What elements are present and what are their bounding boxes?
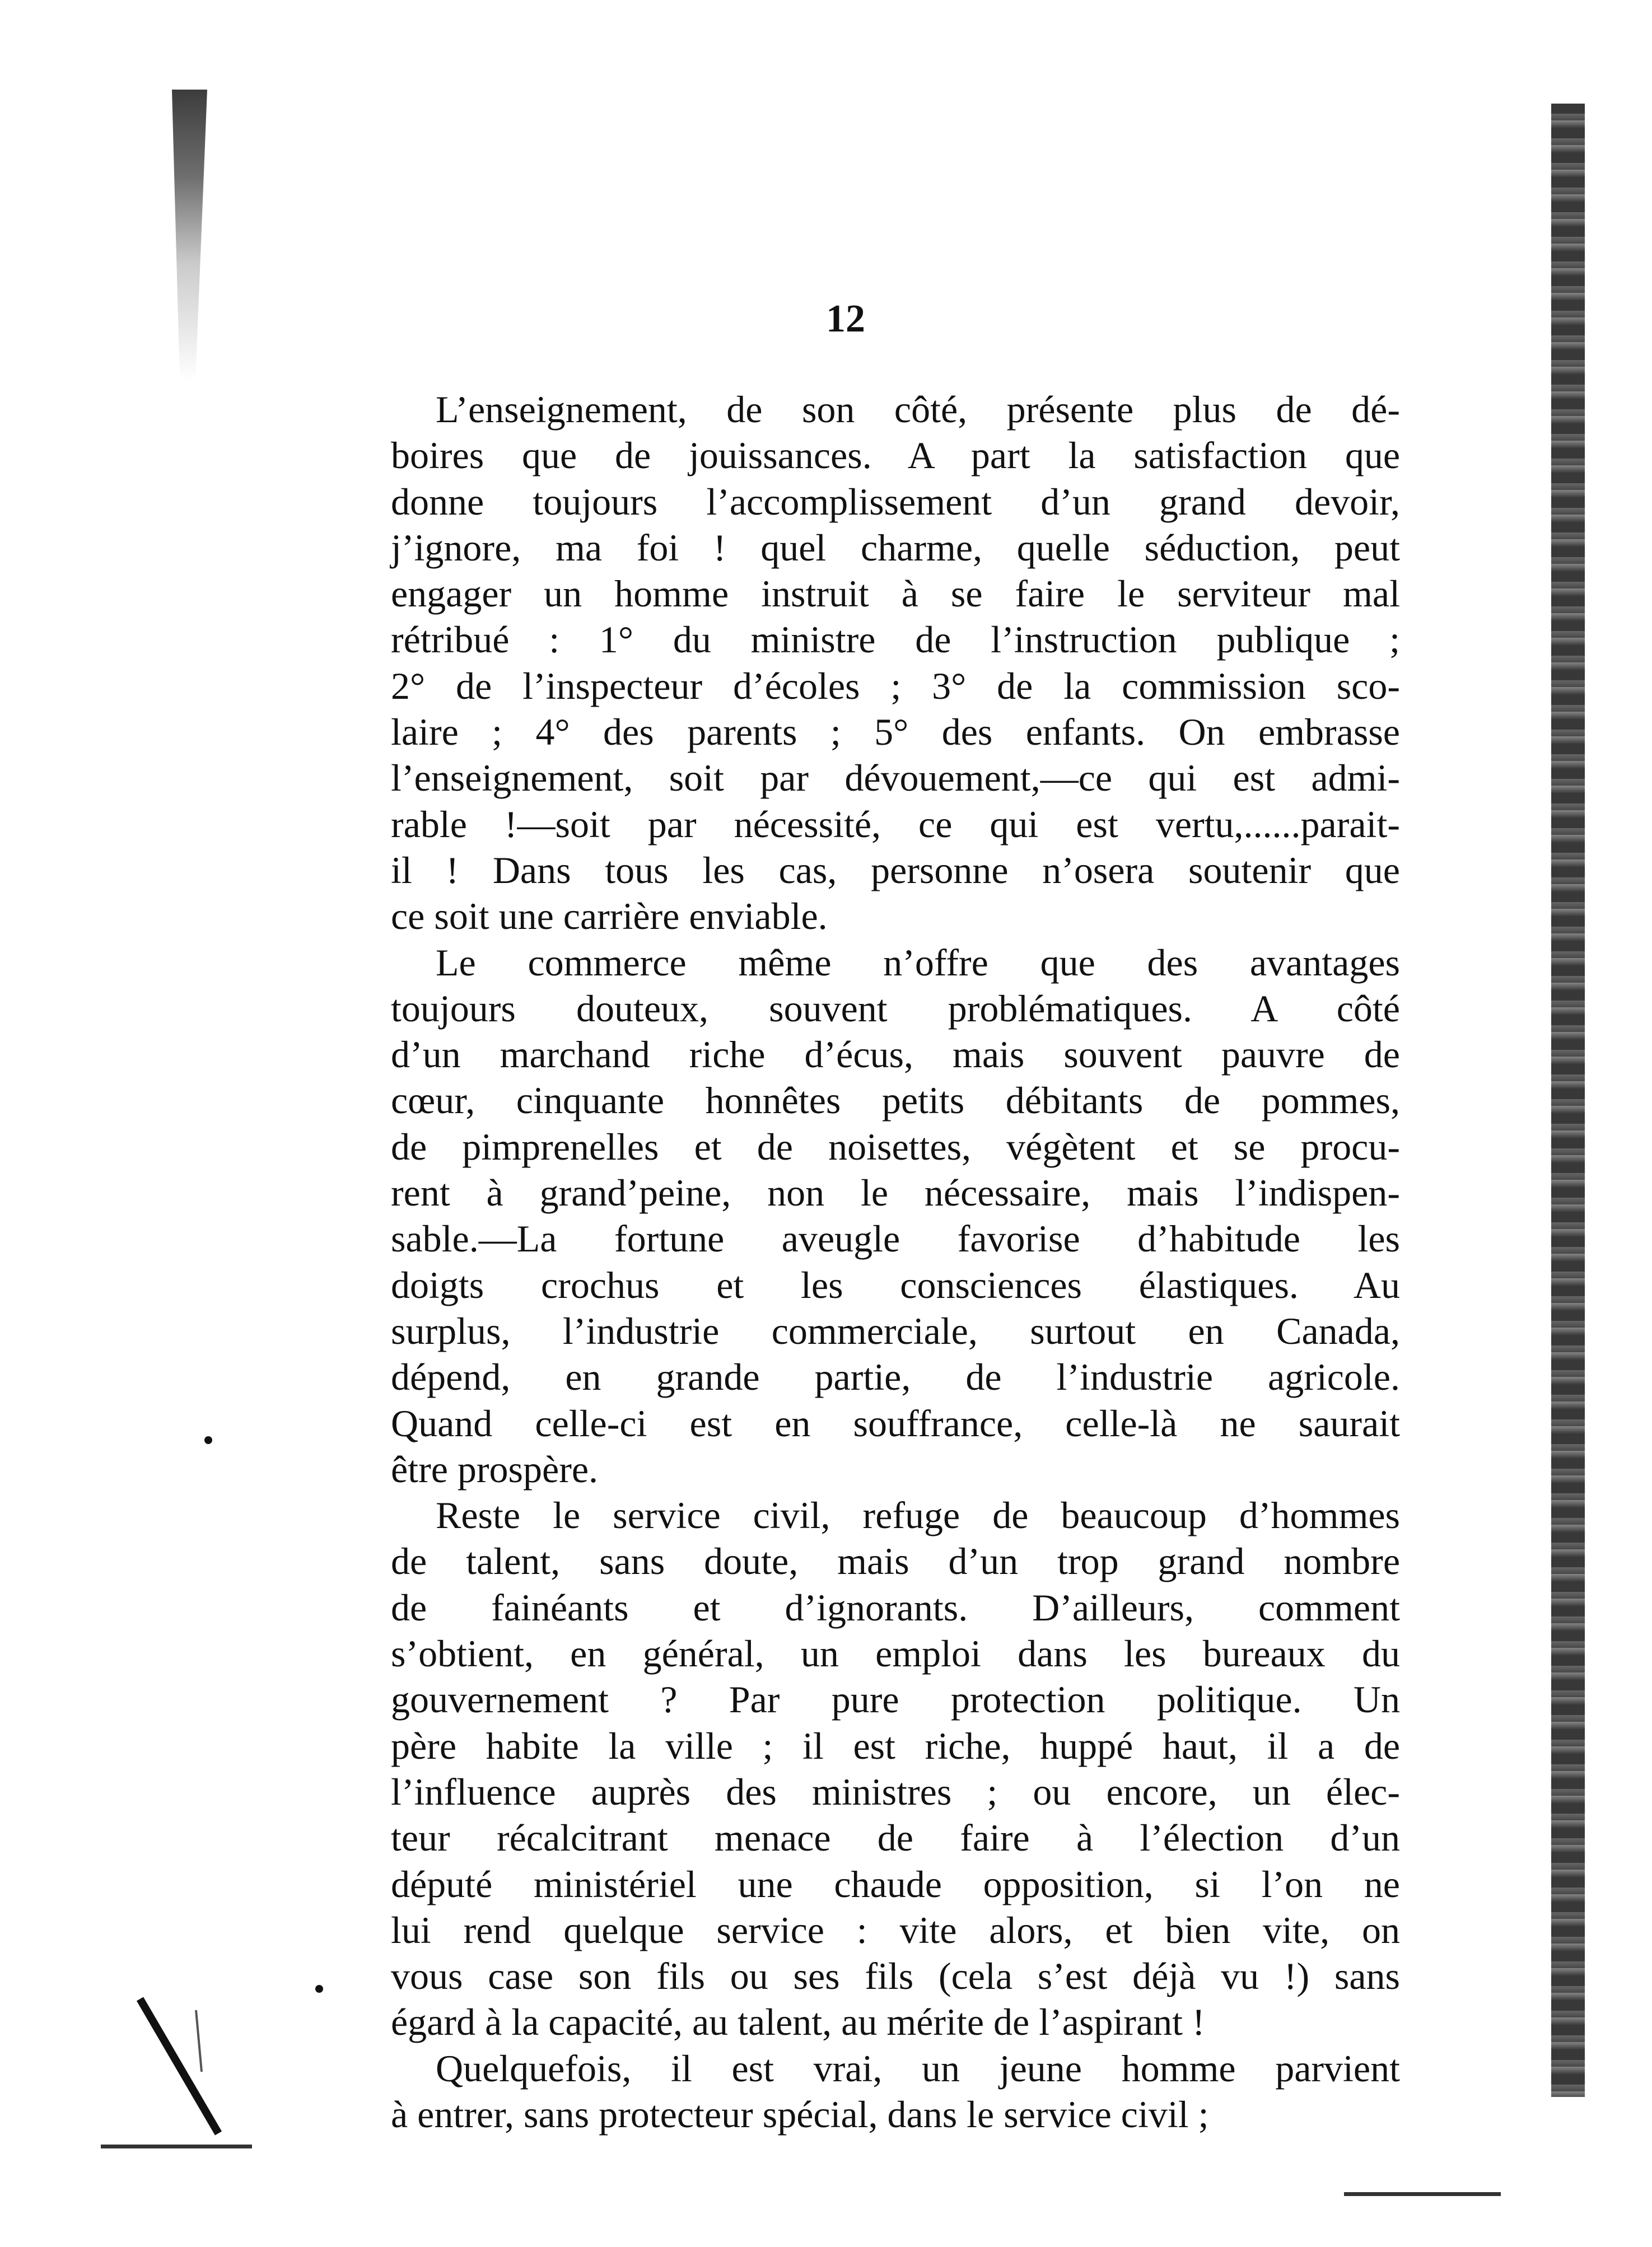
text-line: lui rend quelque service : vite alors, et bien vite, on — [391, 1908, 1400, 1951]
text-line: père habite la ville ; il est riche, huppé haut, il a de — [391, 1724, 1400, 1767]
text-line: doigts crochus et les consciences élastiques. Au — [391, 1263, 1400, 1306]
text-line: de talent, sans doute, mais d’un trop grand nombre — [391, 1540, 1400, 1583]
text-line: Le commerce même n’offre que des avantages — [436, 941, 1400, 984]
text-line: être prospère. — [391, 1447, 599, 1491]
scan-artifact-right-edge — [1551, 104, 1585, 2097]
text-line: rent à grand’peine, non le nécessaire, mais l’indispen- — [391, 1171, 1400, 1214]
text-line: rétribué : 1° du ministre de l’instruction publique ; — [391, 618, 1400, 661]
text-line: Quand celle-ci est en souffrance, celle-là ne saurait — [391, 1402, 1400, 1445]
text-line: ce soit une carrière enviable. — [391, 895, 828, 938]
text-line: donne toujours l’accomplissement d’un grand devoir, — [391, 480, 1400, 523]
body-text — [346, 386, 1400, 2137]
text-line: cœur, cinquante honnêtes petits débitants de pommes, — [391, 1079, 1400, 1122]
text-line: toujours douteux, souvent problématiques. A côté — [391, 987, 1400, 1030]
text-line: député ministériel une chaude opposition, si l’on ne — [391, 1862, 1400, 1905]
text-line: j’ignore, ma foi ! quel charme, quelle séduction, peut — [391, 526, 1400, 569]
text-line: Quelquefois, il est vrai, un jeune homme parvient — [436, 2047, 1400, 2090]
text-line: l’enseignement, soit par dévouement,—ce qui est admi- — [391, 756, 1400, 800]
scan-artifact-bottom-left — [129, 1993, 230, 2139]
text-line: engager un homme instruit à se faire le serviteur mal — [391, 572, 1400, 615]
text-line: 2° de l’inspecteur d’écoles ; 3° de la commission sco- — [391, 664, 1400, 707]
text-line: laire ; 4° des parents ; 5° des enfants. On embrasse — [391, 711, 1400, 754]
text-line: à entrer, sans protecteur spécial, dans le service civil ; — [391, 2092, 1209, 2136]
paragraph — [346, 940, 1400, 1493]
page-number: 12 — [826, 297, 865, 340]
paragraph — [346, 2045, 1400, 2138]
text-line: vous case son fils ou ses fils (cela s’est déjà vu !) sans — [391, 1955, 1400, 1998]
text-line: égard à la capacité, au talent, au mérite de l’aspirant ! — [391, 2001, 1205, 2044]
scan-artifact-line-left — [101, 2145, 252, 2148]
paragraph — [346, 1492, 1400, 2045]
paragraph — [346, 386, 1400, 940]
text-line: de pimprenelles et de noisettes, végètent et se procu- — [391, 1125, 1400, 1168]
text-line: rable !—soit par nécessité, ce qui est vertu,......parait- — [391, 802, 1400, 845]
text-line: surplus, l’industrie commerciale, surtout en Canada, — [391, 1309, 1400, 1352]
text-line: de fainéants et d’ignorants. D’ailleurs, comment — [391, 1586, 1400, 1629]
text-line: il ! Dans tous les cas, personne n’osera soutenir que — [391, 848, 1400, 891]
text-line: gouvernement ? Par pure protection politique. Un — [391, 1678, 1400, 1721]
text-line: d’un marchand riche d’écus, mais souvent pauvre de — [391, 1033, 1400, 1076]
text-line: L’enseignement, de son côté, présente plus de dé- — [436, 388, 1400, 431]
text-line: teur récalcitrant menace de faire à l’élection d’un — [391, 1816, 1400, 1860]
text-line: boires que de jouissances. A part la satisfaction que — [391, 434, 1400, 477]
scan-artifact-left — [168, 90, 207, 381]
scan-artifact-line-right — [1344, 2192, 1501, 2196]
text-line: s’obtient, en général, un emploi dans les bureaux du — [391, 1632, 1400, 1675]
text-line: sable.—La fortune aveugle favorise d’habitude les — [391, 1217, 1400, 1260]
margin-dot — [315, 1985, 323, 1993]
text-line: dépend, en grande partie, de l’industrie agricole. — [391, 1356, 1400, 1399]
text-line: l’influence auprès des ministres ; ou encore, un élec- — [391, 1770, 1400, 1813]
text-line: Reste le service civil, refuge de beaucoup d’hommes — [436, 1494, 1400, 1537]
margin-dot — [204, 1436, 212, 1444]
